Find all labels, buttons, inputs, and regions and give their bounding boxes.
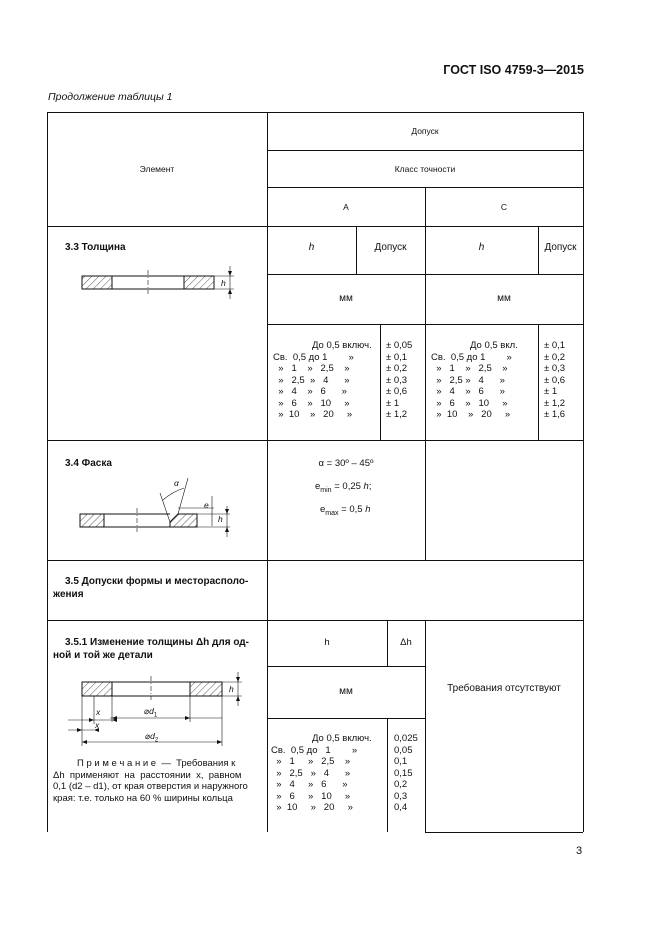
thickness-title: 3.3 Толщина [65,242,126,253]
thickness-c-values: ± 0,1 ± 0,2 ± 0,3 ± 0,6 ± 1 ± 1,2 ± 1,6 [544,340,566,420]
chamfer-formula-emax: $e_{max} = 0,5$ h [320,504,371,517]
variation-fig-x1: x [96,707,101,717]
variation-title-2: ной и той же детали [53,650,153,661]
chamfer-formula-emin: $e_{min} = 0,25$ h; [315,481,372,494]
variation-unit: мм [339,686,353,697]
thickness-tol-c: Допуск [544,242,577,253]
thickness-a-values: ± 0,05 ± 0,1 ± 0,2 ± 0,3 ± 0,6 ± 1 ± 1,2 [386,340,413,420]
chamfer-title: 3.4 Фаска [65,458,112,469]
thickness-tol-a: Допуск [374,242,407,253]
thickness-unit-a: мм [339,293,353,304]
chamfer-fig-alpha: α [174,478,179,488]
col-tolerance: Допуск [411,126,439,136]
chamfer-fig-h: h [218,514,223,524]
col-element: Элемент [139,164,175,174]
thickness-unit-c: мм [497,293,511,304]
col-accuracy-class: Класс точности [394,164,456,174]
table-caption: Продолжение таблицы 1 [48,91,173,103]
variation-fig-x2: x [95,720,100,730]
thickness-c-ranges: До 0,5 вкл. Св. 0,5 до 1 » » 1 » 2,5 » » 2,5 » 4 » » 4 » 6 » » 6 » 10 » » 10 » 20 » [431,340,518,420]
chamfer-formula-alpha: α = 30º – 45º [318,458,374,469]
form-tolerance-title-2: жения [53,589,84,600]
thickness-a-ranges: До 0,5 включ. Св. 0,5 до 1 » » 1 » 2,5 » » 2,5 » 4 » » 4 » 6 » » 6 » 10 » » 10 » 20 » [273,340,372,420]
chamfer-fig-e: e [204,500,209,510]
variation-h-label: h [324,637,330,648]
thickness-h-c: h [478,242,485,253]
variation-fig-h: h [229,684,234,694]
variation-note: П р и м е ч а н и е — Требования к Δh применяют на расстоянии x, равном 0,1 (d2 – d1), от края отверстия и наружного края: т.е. только на 60 % ширины кольца [53,758,248,804]
form-tolerance-title-1: 3.5 Допуски формы и месторасполо- [65,576,249,587]
page-number: 3 [576,845,583,857]
variation-dh-label: Δh [400,637,412,648]
variation-ranges: До 0,5 включ. Св. 0,5 до 1 » » 1 » 2,5 » » 2,5 » 4 » » 4 » 6 » » 6 » 10 » » 10 » 20 » [271,733,372,813]
thickness-h-a: h [308,242,315,253]
thickness-fig-h: h [221,278,226,288]
variation-title-1: 3.5.1 Изменение толщины Δh для од- [65,637,249,648]
class-a: A [343,202,349,212]
standard-code: ГОСТ ISO 4759-3—2015 [443,63,584,77]
variation-fig-d2: $⌀d_2$ [145,731,159,744]
class-c: C [500,202,508,212]
variation-values: 0,025 0,05 0,1 0,15 0,2 0,3 0,4 [394,733,418,813]
variation-fig-d1: $⌀d_1$ [144,706,158,719]
variation-no-requirements: Требования отсутствуют [447,683,561,694]
